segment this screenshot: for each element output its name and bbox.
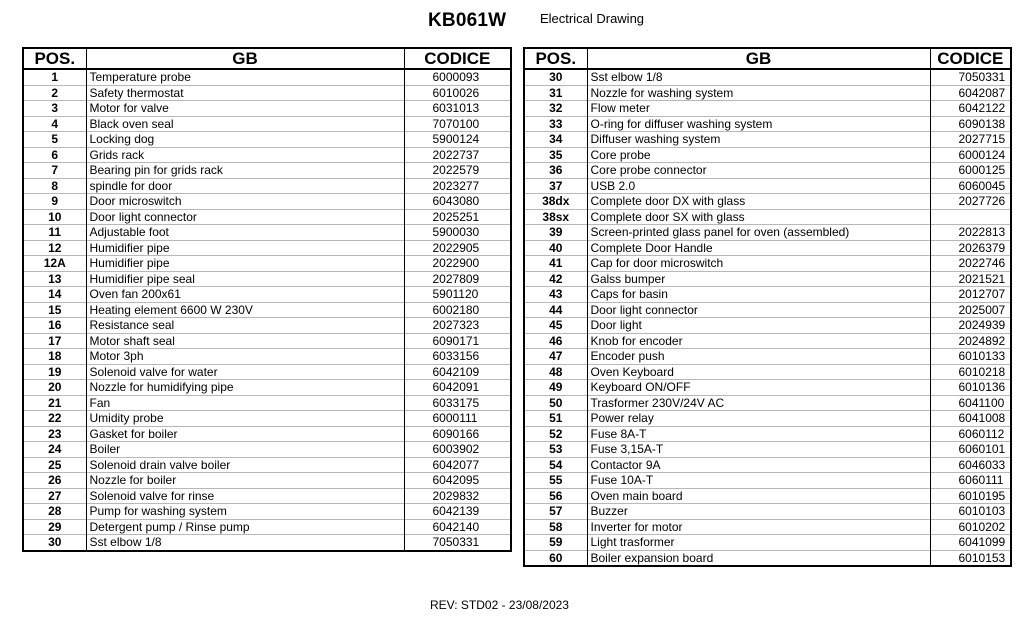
code-cell: 2025251 [404, 209, 511, 225]
code-cell: 6000124 [930, 147, 1011, 163]
model-title: KB061W [428, 10, 507, 31]
table-row [524, 132, 1011, 148]
description-cell: Umidity probe [86, 411, 404, 427]
description-cell: Screen-printed glass panel for oven (assembled) [587, 225, 930, 241]
table-row [524, 349, 1011, 365]
table-row [23, 101, 511, 117]
description-cell: Door microswitch [86, 194, 404, 210]
code-cell: 6060045 [930, 178, 1011, 194]
description-cell: Solenoid valve for rinse [86, 488, 404, 504]
pos-cell: 7 [23, 163, 86, 179]
code-cell: 2024892 [930, 333, 1011, 349]
code-cell: 5901120 [404, 287, 511, 303]
description-cell: Fuse 10A-T [587, 473, 930, 489]
description-cell: Motor for valve [86, 101, 404, 117]
description-cell: O-ring for diffuser washing system [587, 116, 930, 132]
revision-footer: REV: STD02 - 23/08/2023 [430, 598, 569, 612]
description-cell: Locking dog [86, 132, 404, 148]
code-cell: 2022905 [404, 240, 511, 256]
pos-cell: 18 [23, 349, 86, 365]
code-cell: 5900124 [404, 132, 511, 148]
code-cell: 2023277 [404, 178, 511, 194]
table-row [524, 302, 1011, 318]
pos-cell: 4 [23, 116, 86, 132]
description-cell: Solenoid drain valve boiler [86, 457, 404, 473]
pos-cell: 15 [23, 302, 86, 318]
table-row [23, 302, 511, 318]
description-cell: Complete door DX with glass [587, 194, 930, 210]
description-cell: Sst elbow 1/8 [86, 535, 404, 551]
code-cell: 2026379 [930, 240, 1011, 256]
description-cell: Fuse 3,15A-T [587, 442, 930, 458]
table-row [524, 271, 1011, 287]
description-cell: Solenoid valve for water [86, 364, 404, 380]
pos-cell: 35 [524, 147, 587, 163]
pos-cell: 8 [23, 178, 86, 194]
description-cell: Oven Keyboard [587, 364, 930, 380]
pos-cell: 32 [524, 101, 587, 117]
column-header-codice: CODICE [404, 48, 511, 69]
pos-cell: 30 [23, 535, 86, 551]
table-row [524, 163, 1011, 179]
code-cell: 6031013 [404, 101, 511, 117]
table-row [23, 457, 511, 473]
description-cell: Black oven seal [86, 116, 404, 132]
description-cell: Humidifier pipe [86, 256, 404, 272]
table-row [23, 163, 511, 179]
code-cell: 6010133 [930, 349, 1011, 365]
code-cell: 6090138 [930, 116, 1011, 132]
table-row [23, 411, 511, 427]
pos-cell: 58 [524, 519, 587, 535]
code-cell: 6010195 [930, 488, 1011, 504]
table-row [524, 147, 1011, 163]
pos-cell: 6 [23, 147, 86, 163]
table-row [524, 550, 1011, 566]
code-cell: 6043080 [404, 194, 511, 210]
pos-cell: 45 [524, 318, 587, 334]
description-cell: Complete Door Handle [587, 240, 930, 256]
pos-cell: 27 [23, 488, 86, 504]
table-row [23, 318, 511, 334]
description-cell: Cap for door microswitch [587, 256, 930, 272]
pos-cell: 11 [23, 225, 86, 241]
code-cell: 7050331 [930, 69, 1011, 85]
table-row [23, 504, 511, 520]
table-row [524, 178, 1011, 194]
code-cell: 6010103 [930, 504, 1011, 520]
description-cell: Fan [86, 395, 404, 411]
code-cell: 6042091 [404, 380, 511, 396]
parts-table-left-body [23, 69, 511, 551]
pos-cell: 40 [524, 240, 587, 256]
pos-cell: 38sx [524, 209, 587, 225]
description-cell: Motor 3ph [86, 349, 404, 365]
code-cell: 6060111 [930, 473, 1011, 489]
parts-table-right-body [524, 69, 1011, 566]
code-cell: 7050331 [404, 535, 511, 551]
table-row [23, 380, 511, 396]
code-cell: 6000111 [404, 411, 511, 427]
pos-cell: 29 [23, 519, 86, 535]
description-cell: Fuse 8A-T [587, 426, 930, 442]
pos-cell: 16 [23, 318, 86, 334]
table-row [23, 519, 511, 535]
pos-cell: 53 [524, 442, 587, 458]
pos-cell: 23 [23, 426, 86, 442]
table-row [524, 364, 1011, 380]
code-cell: 6042087 [930, 85, 1011, 101]
pos-cell: 26 [23, 473, 86, 489]
table-row [23, 349, 511, 365]
description-cell: Detergent pump / Rinse pump [86, 519, 404, 535]
description-cell: Sst elbow 1/8 [587, 69, 930, 85]
code-cell: 6010153 [930, 550, 1011, 566]
table-row [23, 194, 511, 210]
table-row [524, 287, 1011, 303]
pos-cell: 31 [524, 85, 587, 101]
description-cell: Temperature probe [86, 69, 404, 85]
pos-cell: 46 [524, 333, 587, 349]
code-cell: 6010202 [930, 519, 1011, 535]
description-cell: Pump for washing system [86, 504, 404, 520]
pos-cell: 50 [524, 395, 587, 411]
column-header-pos: POS. [23, 48, 86, 69]
pos-cell: 24 [23, 442, 86, 458]
code-cell: 2027323 [404, 318, 511, 334]
table-row [23, 209, 511, 225]
column-header-codice: CODICE [930, 48, 1011, 69]
pos-cell: 30 [524, 69, 587, 85]
description-cell: Light trasformer [587, 535, 930, 551]
table-row [524, 504, 1011, 520]
pos-cell: 21 [23, 395, 86, 411]
pos-cell: 41 [524, 256, 587, 272]
table-row [524, 535, 1011, 551]
pos-cell: 51 [524, 411, 587, 427]
pos-cell: 10 [23, 209, 86, 225]
code-cell: 2027726 [930, 194, 1011, 210]
pos-cell: 54 [524, 457, 587, 473]
pos-cell: 49 [524, 380, 587, 396]
pos-cell: 1 [23, 69, 86, 85]
code-cell: 6046033 [930, 457, 1011, 473]
table-row [524, 256, 1011, 272]
table-row [524, 380, 1011, 396]
description-cell: Door light connector [587, 302, 930, 318]
code-cell [930, 209, 1011, 225]
description-cell: Complete door SX with glass [587, 209, 930, 225]
table-row [524, 225, 1011, 241]
table-row [23, 473, 511, 489]
code-cell: 6002180 [404, 302, 511, 318]
code-cell: 2012707 [930, 287, 1011, 303]
code-cell: 6090166 [404, 426, 511, 442]
table-row [23, 132, 511, 148]
code-cell: 2029832 [404, 488, 511, 504]
description-cell: spindle for door [86, 178, 404, 194]
table-row [23, 333, 511, 349]
code-cell: 6003902 [404, 442, 511, 458]
code-cell: 7070100 [404, 116, 511, 132]
description-cell: Core probe connector [587, 163, 930, 179]
table-row [23, 395, 511, 411]
pos-cell: 17 [23, 333, 86, 349]
pos-cell: 52 [524, 426, 587, 442]
pos-cell: 39 [524, 225, 587, 241]
description-cell: Adjustable foot [86, 225, 404, 241]
code-cell: 2027715 [930, 132, 1011, 148]
description-cell: Door light connector [86, 209, 404, 225]
table-header-row [23, 48, 511, 69]
description-cell: Safety thermostat [86, 85, 404, 101]
description-cell: Core probe [587, 147, 930, 163]
code-cell: 6060112 [930, 426, 1011, 442]
pos-cell: 3 [23, 101, 86, 117]
description-cell: Inverter for motor [587, 519, 930, 535]
description-cell: Encoder push [587, 349, 930, 365]
pos-cell: 28 [23, 504, 86, 520]
table-row [23, 442, 511, 458]
description-cell: Nozzle for humidifying pipe [86, 380, 404, 396]
code-cell: 2027809 [404, 271, 511, 287]
code-cell: 6041100 [930, 395, 1011, 411]
pos-cell: 22 [23, 411, 86, 427]
pos-cell: 38dx [524, 194, 587, 210]
parts-table-right [523, 47, 1012, 567]
pos-cell: 33 [524, 116, 587, 132]
pos-cell: 9 [23, 194, 86, 210]
table-row [524, 69, 1011, 85]
pos-cell: 47 [524, 349, 587, 365]
code-cell: 6033156 [404, 349, 511, 365]
table-row [524, 209, 1011, 225]
table-row [23, 147, 511, 163]
code-cell: 6033175 [404, 395, 511, 411]
pos-cell: 43 [524, 287, 587, 303]
table-row [524, 240, 1011, 256]
code-cell: 6041008 [930, 411, 1011, 427]
pos-cell: 12 [23, 240, 86, 256]
code-cell: 6042109 [404, 364, 511, 380]
code-cell: 6010218 [930, 364, 1011, 380]
code-cell: 6042077 [404, 457, 511, 473]
code-cell: 6042140 [404, 519, 511, 535]
pos-cell: 44 [524, 302, 587, 318]
description-cell: Galss bumper [587, 271, 930, 287]
table-row [23, 535, 511, 551]
pos-cell: 12A [23, 256, 86, 272]
table-row [524, 519, 1011, 535]
table-row [524, 333, 1011, 349]
pos-cell: 37 [524, 178, 587, 194]
description-cell: USB 2.0 [587, 178, 930, 194]
code-cell: 2022813 [930, 225, 1011, 241]
pos-cell: 48 [524, 364, 587, 380]
table-row [23, 287, 511, 303]
description-cell: Heating element 6600 W 230V [86, 302, 404, 318]
pos-cell: 42 [524, 271, 587, 287]
table-row [23, 116, 511, 132]
table-header-row [524, 48, 1011, 69]
description-cell: Nozzle for boiler [86, 473, 404, 489]
description-cell: Nozzle for washing system [587, 85, 930, 101]
table-row [524, 101, 1011, 117]
table-row [524, 411, 1011, 427]
description-cell: Humidifier pipe seal [86, 271, 404, 287]
pos-cell: 36 [524, 163, 587, 179]
description-cell: Contactor 9A [587, 457, 930, 473]
description-cell: Knob for encoder [587, 333, 930, 349]
pos-cell: 20 [23, 380, 86, 396]
table-row [23, 488, 511, 504]
table-row [23, 178, 511, 194]
pos-cell: 34 [524, 132, 587, 148]
pos-cell: 55 [524, 473, 587, 489]
pos-cell: 2 [23, 85, 86, 101]
code-cell: 2024939 [930, 318, 1011, 334]
column-header-gb: GB [86, 48, 404, 69]
description-cell: Power relay [587, 411, 930, 427]
table-row [23, 426, 511, 442]
table-row [524, 194, 1011, 210]
pos-cell: 19 [23, 364, 86, 380]
pos-cell: 13 [23, 271, 86, 287]
pos-cell: 25 [23, 457, 86, 473]
table-row [524, 116, 1011, 132]
table-row [524, 473, 1011, 489]
description-cell: Boiler [86, 442, 404, 458]
pos-cell: 59 [524, 535, 587, 551]
pos-cell: 60 [524, 550, 587, 566]
code-cell: 2022579 [404, 163, 511, 179]
code-cell: 6090171 [404, 333, 511, 349]
description-cell: Oven fan 200x61 [86, 287, 404, 303]
column-header-pos: POS. [524, 48, 587, 69]
code-cell: 5900030 [404, 225, 511, 241]
code-cell: 6000093 [404, 69, 511, 85]
column-header-gb: GB [587, 48, 930, 69]
description-cell: Caps for basin [587, 287, 930, 303]
code-cell: 6042095 [404, 473, 511, 489]
code-cell: 2022900 [404, 256, 511, 272]
code-cell: 2022746 [930, 256, 1011, 272]
description-cell: Keyboard ON/OFF [587, 380, 930, 396]
code-cell: 6042139 [404, 504, 511, 520]
code-cell: 6042122 [930, 101, 1011, 117]
table-row [524, 85, 1011, 101]
description-cell: Motor shaft seal [86, 333, 404, 349]
description-cell: Trasformer 230V/24V AC [587, 395, 930, 411]
page-header [0, 9, 1024, 33]
code-cell: 6000125 [930, 163, 1011, 179]
table-row [23, 256, 511, 272]
table-row [524, 442, 1011, 458]
table-row [23, 225, 511, 241]
code-cell: 6010026 [404, 85, 511, 101]
table-row [23, 364, 511, 380]
description-cell: Gasket for boiler [86, 426, 404, 442]
parts-table-left [22, 47, 512, 552]
pos-cell: 56 [524, 488, 587, 504]
description-cell: Grids rack [86, 147, 404, 163]
table-row [524, 457, 1011, 473]
description-cell: Humidifier pipe [86, 240, 404, 256]
description-cell: Buzzer [587, 504, 930, 520]
pos-cell: 5 [23, 132, 86, 148]
table-row [23, 240, 511, 256]
document-subtitle: Electrical Drawing [540, 11, 645, 26]
code-cell: 6041099 [930, 535, 1011, 551]
description-cell: Boiler expansion board [587, 550, 930, 566]
description-cell: Flow meter [587, 101, 930, 117]
table-row [524, 395, 1011, 411]
description-cell: Door light [587, 318, 930, 334]
code-cell: 6010136 [930, 380, 1011, 396]
table-row [23, 271, 511, 287]
description-cell: Resistance seal [86, 318, 404, 334]
pos-cell: 57 [524, 504, 587, 520]
table-row [524, 426, 1011, 442]
table-row [524, 318, 1011, 334]
table-row [23, 69, 511, 85]
code-cell: 2022737 [404, 147, 511, 163]
description-cell: Bearing pin for grids rack [86, 163, 404, 179]
description-cell: Diffuser washing system [587, 132, 930, 148]
table-row [23, 85, 511, 101]
table-row [524, 488, 1011, 504]
description-cell: Oven main board [587, 488, 930, 504]
code-cell: 2025007 [930, 302, 1011, 318]
code-cell: 2021521 [930, 271, 1011, 287]
pos-cell: 14 [23, 287, 86, 303]
code-cell: 6060101 [930, 442, 1011, 458]
